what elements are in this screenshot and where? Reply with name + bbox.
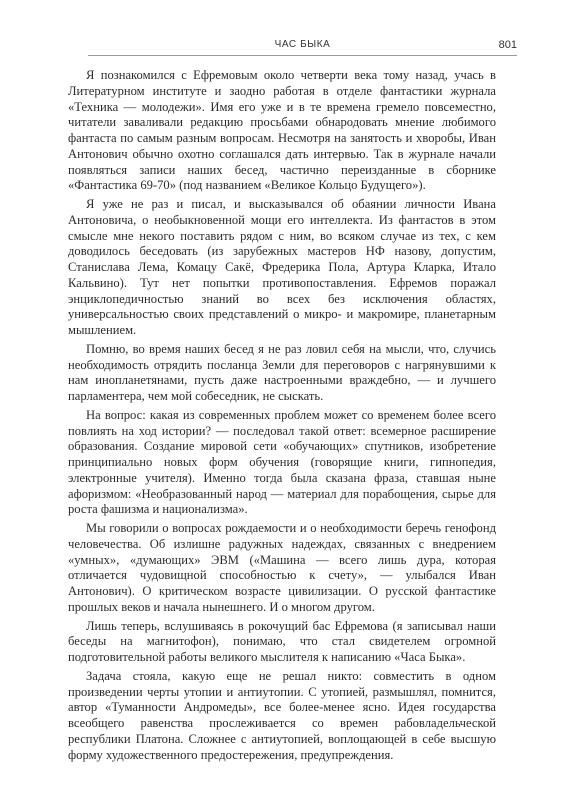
paragraph: Лишь теперь, вслушиваясь в рокочущий бас Ефремова (я записывал наши беседы на магнитофон), понимаю, что стал свидетелем огромной подготовительной работы великого мыслителя к написанию «Часа Быка». (68, 618, 496, 664)
paragraph: На вопрос: какая из современных проблем может со временем более всего повлиять на ход истории? — последовал такой ответ: всемерное расширение образования. Создание мировой сети «обучающих» спутников, изобретение принципиально новых форм обучения (говорящие книги, гипнопедия, электронные учителя). Именно тогда была сказана фраза, ставшая ныне афоризмом: «Необразованный народ — материал для порабощения, сырье для роста фашизма и национализма». (68, 407, 496, 517)
paragraph: Я уже не раз и писал, и высказывался об обаянии личности Ивана Антоновича, о необыкновенной мощи его интеллекта. Из фантастов в этом смысле мне некого поставить рядом с ним, во всяком случае из тех, с кем доводилось беседовать (из зарубежных мастеров НФ назову, допустим, Станислава Лема, Комацу Сакё, Фредерика Пола, Артура Кларка, Итало Кальвино). Тут нет попытки противопоставления. Ефремов поражал энциклопедичностью знаний во всех без исключения областях, универсальностью своих представлений о микро- и макромире, планетарным мышлением. (68, 197, 496, 337)
paragraph: Мы говорили о вопросах рождаемости и о необходимости беречь генофонд человечества. Об излишне радужных надеждах, связанных с внедрением «умных», «думающих» ЭВМ («Машина — всего лишь дура, которая отличается чудовищной способностью к счету», — улыбался Иван Антонович). О критическом возрасте цивилизации. О русской фантастике прошлых веков и начала нынешнего. И о многом другом. (68, 521, 496, 614)
page-number: 801 (498, 39, 517, 51)
page-header (88, 39, 517, 56)
running-title: ЧАС БЫКА (274, 39, 331, 50)
paragraph: Я познакомился с Ефремовым около четверти века тому назад, учась в Литературном институте и заодно работая в отделе фантастики журнала «Техника — молодежи». Имя его уже и в те времена гремело повсеместно, читатели заваливали редакцию просьбами обнародовать мнение любимого фантаста по самым разным вопросам. Несмотря на занятость и хворобы, Иван Антонович обычно охотно соглашался дать интервью. Так в журнале начали появляться записи наших бесед, частично переизданные в сборнике «Фантастика 69-70» (под названием «Великое Кольцо Будущего»). (68, 68, 496, 193)
body-text (68, 68, 496, 766)
paragraph: Задача стояла, какую еще не решал никто: совместить в одном произведении черты утопии и антиутопии. С утопией, размышлял, помнится, автор «Туманности Андромеды», все более-менее ясно. Идея государства всеобщего равенства прослеживается со времен рабовладельческой республики Платона. Сложнее с антиутопией, воплощающей в себе высшую форму художественного предостережения, предупреждения. (68, 668, 496, 762)
paragraph: Помню, во время наших бесед я не раз ловил себя на мысли, что, случись необходимость отрядить посланца Земли для переговоров с нагрянувшими к нам инопланетянами, пусть даже настроенными враждебно, — и лучшего парламентера, чем мой собеседник, не сыскать. (68, 341, 496, 403)
